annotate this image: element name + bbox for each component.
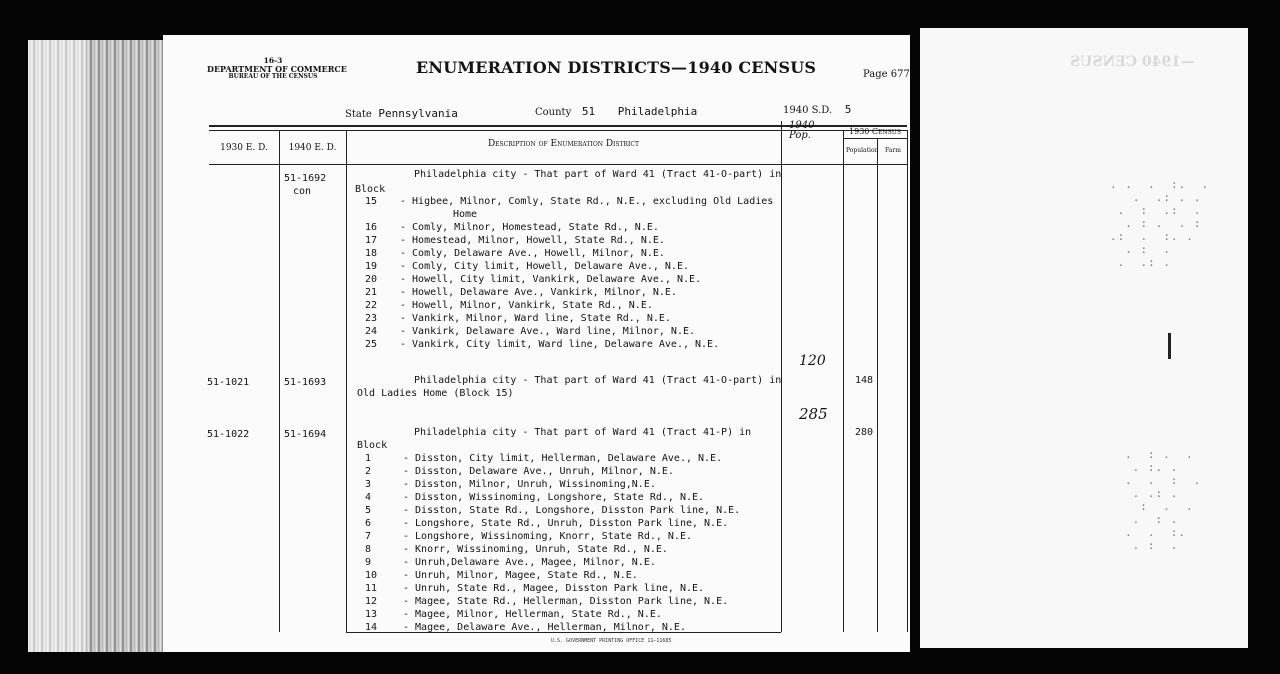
facing-page xyxy=(920,28,1248,648)
sd-label: 1940 S.D. xyxy=(783,105,833,116)
block-description: - Howell, Milnor, Vankirk, State Rd., N.E. xyxy=(400,300,653,311)
block-description: - Disston, Milnor, Unruh, Wissinoming,N.E. xyxy=(403,479,656,490)
handwritten-pop-header: 1940 Pop. xyxy=(789,120,815,141)
handwritten-note-1694: 285 xyxy=(799,405,828,423)
block-description: - Disston, Delaware Ave., Unruh, Milnor, N.E. xyxy=(403,466,674,477)
block-description: - Longshore, Wissinoming, Knorr, State Rd., N.E. xyxy=(403,531,692,542)
col-divider-6 xyxy=(907,130,908,632)
county-number: 51 xyxy=(581,105,596,118)
block-description: - Howell, Delaware Ave., Vankirk, Milnor, N.E. xyxy=(400,287,677,298)
block-header: Block xyxy=(357,440,388,451)
block-description: - Longshore, State Rd., Unruh, Disston Park line, N.E. xyxy=(403,518,729,529)
block-description: - Howell, City limit, Vankirk, Delaware Ave., N.E. xyxy=(400,274,702,285)
block-description: - Knorr, Wissinoming, Unruh, State Rd., N.E. xyxy=(403,544,668,555)
department-label: DEPARTMENT OF COMMERCE xyxy=(207,64,347,74)
col-divider-5 xyxy=(877,138,878,632)
block-number: 13 xyxy=(365,609,378,620)
block-description: Home xyxy=(453,209,478,220)
block-description: - Homestead, Milnor, Howell, State Rd., N.E. xyxy=(400,235,665,246)
form-number: 16-3 xyxy=(263,56,283,65)
block-number: 12 xyxy=(365,596,378,607)
block-number: 17 xyxy=(365,235,378,246)
ed1940-sub-cell: con xyxy=(293,186,312,197)
page-number: Page 677 xyxy=(863,69,910,80)
block-number: 24 xyxy=(365,326,378,337)
population-cell: 280 xyxy=(855,427,874,438)
block-number: 4 xyxy=(365,492,372,503)
ed1940-cell: 51-1694 xyxy=(284,429,327,440)
block-number: 6 xyxy=(365,518,372,529)
page-stack-edge xyxy=(28,40,178,652)
block-description: - Vankirk, Delaware Ave., Ward line, Milnor, N.E. xyxy=(400,326,696,337)
block-description: - Higbee, Milnor, Comly, State Rd., N.E., excluding Old Ladies xyxy=(400,196,774,207)
block-description: - Magee, Milnor, Hellerman, State Rd., N.E. xyxy=(403,609,662,620)
sd-field xyxy=(783,103,851,116)
block-number: 3 xyxy=(365,479,372,490)
col-header-farm: Farm xyxy=(885,147,901,154)
block-number: 2 xyxy=(365,466,372,477)
col-header-1940-ed: 1940 E. D. xyxy=(288,143,337,153)
state-value: Pennsylvania xyxy=(378,107,458,120)
block-number: 25 xyxy=(365,339,378,350)
county-label: County xyxy=(535,107,572,118)
page-title: ENUMERATION DISTRICTS—1940 CENSUS xyxy=(416,58,817,77)
bureau-label: BUREAU OF THE CENSUS xyxy=(228,73,318,80)
block-number: 9 xyxy=(365,557,372,568)
ed1940-cell: 51-1693 xyxy=(284,377,327,388)
block-number: 18 xyxy=(365,248,378,259)
table-bottom-rule xyxy=(346,632,781,633)
bleed-through-marks: . . . :. . . .: . . . : .: . . : . . : .: . :. . . : . . .: . xyxy=(1110,178,1210,269)
ed1940-cell: 51-1692 xyxy=(284,173,327,184)
block-number: 5 xyxy=(365,505,372,516)
census-subheader-rule xyxy=(843,138,907,139)
bleed-through-bar xyxy=(1168,333,1171,359)
block-description: - Comly, Delaware Ave., Howell, Milnor, N.E. xyxy=(400,248,665,259)
population-cell: 148 xyxy=(855,375,874,386)
block-description: - Vankirk, City limit, Ward line, Delaware Ave., N.E. xyxy=(400,339,720,350)
block-number: 11 xyxy=(365,583,378,594)
description-continuation: Old Ladies Home (Block 15) xyxy=(357,388,514,399)
block-number: 1 xyxy=(365,453,372,464)
sd-value: 5 xyxy=(844,103,852,116)
block-description: - Vankirk, Milnor, Ward line, State Rd., N.E. xyxy=(400,313,671,324)
block-header: Block xyxy=(355,184,386,195)
col-header-population: Population xyxy=(846,147,879,154)
block-number: 16 xyxy=(365,222,378,233)
bleed-through-marks-lower: . : . . . :. . . . : . . .: . : . . . : . . . :. . : . xyxy=(1125,448,1202,552)
description-line: Philadelphia city - That part of Ward 41 (Tract 41-O-part) in xyxy=(414,375,782,386)
block-number: 23 xyxy=(365,313,378,324)
block-description: - Magee, State Rd., Hellerman, Disston Park line, N.E. xyxy=(403,596,729,607)
col-divider-4 xyxy=(843,130,844,632)
block-description: - Comly, Milnor, Homestead, State Rd., N.E. xyxy=(400,222,659,233)
state-label: State xyxy=(345,109,372,120)
block-description: - Unruh,Delaware Ave., Magee, Milnor, N.E. xyxy=(403,557,656,568)
printer-footer: U.S. GOVERNMENT PRINTING OFFICE 11—11685 xyxy=(551,638,672,644)
ed1930-cell: 51-1022 xyxy=(207,429,250,440)
block-description: - Comly, City limit, Howell, Delaware Ave., N.E. xyxy=(400,261,689,272)
ed1930-cell: 51-1021 xyxy=(207,377,250,388)
census-page xyxy=(163,35,910,652)
header-bottom-rule xyxy=(209,164,907,165)
col-header-1930-census: 1930 Census xyxy=(849,127,901,136)
ghost-title: —1940 CENSUS xyxy=(1070,54,1195,70)
block-number: 14 xyxy=(365,622,378,633)
col-header-1930-ed: 1930 E. D. xyxy=(220,143,268,153)
block-number: 21 xyxy=(365,287,378,298)
description-line: Philadelphia city - That part of Ward 41 (Tract 41-O-part) in xyxy=(414,169,782,180)
block-number: 20 xyxy=(365,274,378,285)
block-description: - Unruh, State Rd., Magee, Disston Park line, N.E. xyxy=(403,583,705,594)
col-divider-2 xyxy=(346,130,347,632)
block-description: - Disston, Wissinoming, Longshore, State Rd., N.E. xyxy=(403,492,705,503)
block-description: - Disston, State Rd., Longshore, Disston Park line, N.E. xyxy=(403,505,741,516)
col-divider-1 xyxy=(279,130,280,632)
block-description: - Disston, City limit, Hellerman, Delaware Ave., N.E. xyxy=(403,453,723,464)
block-description: - Unruh, Milnor, Magee, State Rd., N.E. xyxy=(403,570,638,581)
county-name: Philadelphia xyxy=(617,105,698,118)
col-header-description: Description of Enumeration District xyxy=(487,139,640,149)
block-number: 19 xyxy=(365,261,378,272)
block-number: 22 xyxy=(365,300,378,311)
description-line: Philadelphia city - That part of Ward 41 (Tract 41-P) in xyxy=(414,427,752,438)
county-field xyxy=(535,105,697,118)
block-number: 8 xyxy=(365,544,372,555)
block-number: 15 xyxy=(365,196,378,207)
block-number: 7 xyxy=(365,531,372,542)
form-header xyxy=(207,56,347,81)
block-description: - Magee, Delaware Ave., Hellerman, Milnor, N.E. xyxy=(403,622,686,633)
handwritten-note-1693: 120 xyxy=(799,353,826,369)
block-number: 10 xyxy=(365,570,378,581)
state-field xyxy=(345,107,458,120)
